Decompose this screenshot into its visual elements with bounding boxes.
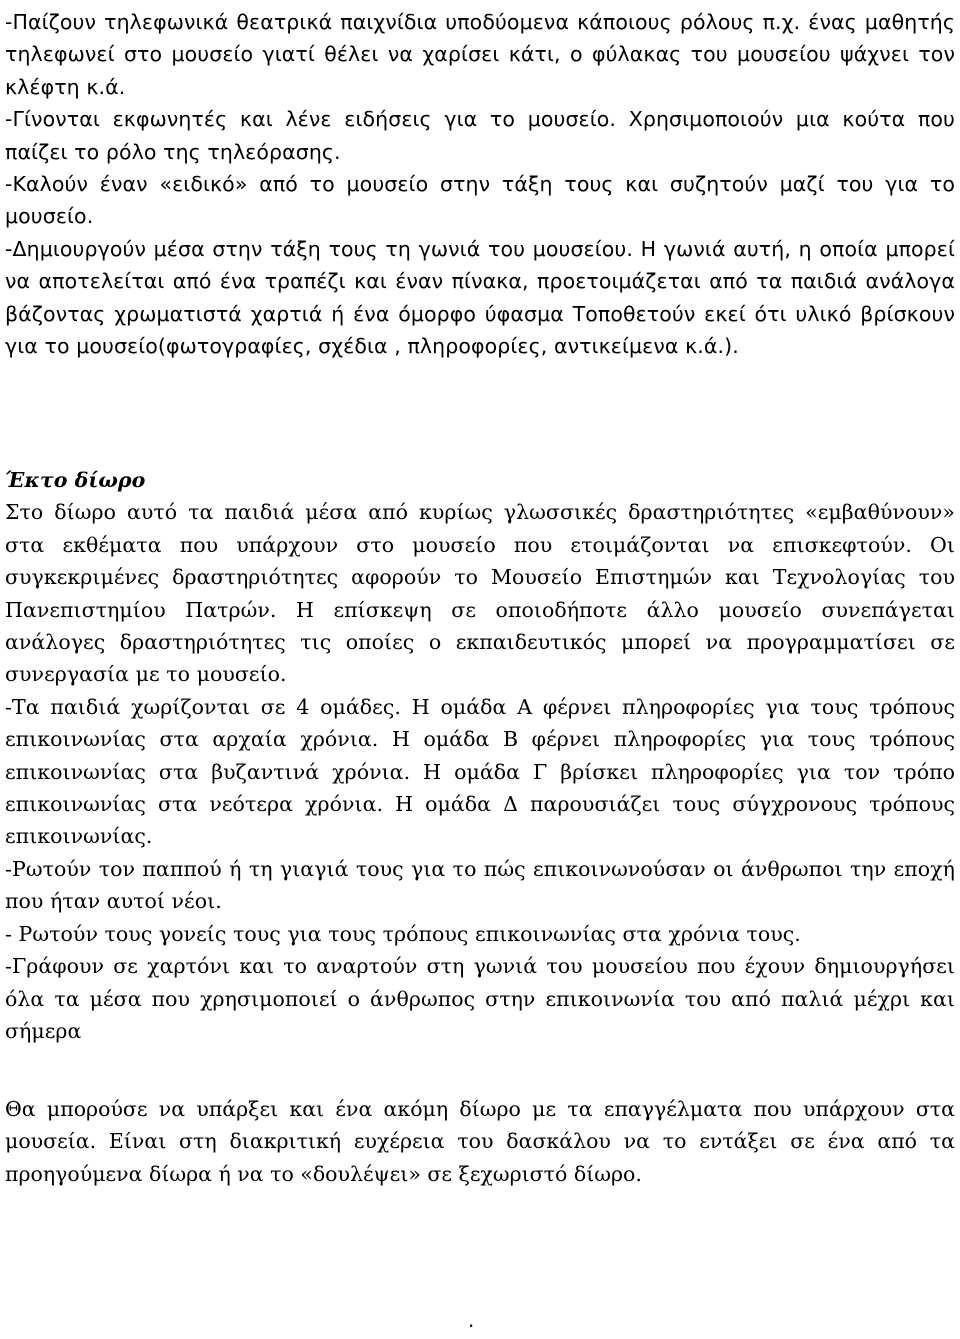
- closing-paragraph: Θα μπορούσε να υπάρξει και ένα ακόμη δίωρο με τα επαγγέλματα που υπάρχουν στα μουσεία. Είναι στη διακριτική ευχέρεια του δασκάλου να το εντάξει σε ένα από τα προηγούμενα δίωρα ή να το «δουλέψει» σε ξεχωριστό δίωρο.: [5, 1097, 955, 1186]
- section-item-parents: - Ρωτούν τους γονείς τους για τους τρόπους επικοινωνίας στα χρόνια τους.: [5, 921, 801, 946]
- section-item-groups: -Τα παιδιά χωρίζονται σε 4 ομάδες. Η ομάδα Α φέρνει πληροφορίες για τους τρόπους επικοινωνίας στα αρχαία χρόνια. Η ομάδα Β φέρνει πληροφορίες για τους τρόπους επικοινωνίας στα βυζαντινά χρόνια. Η ομάδα Γ βρίσκει πληροφορίες για τον τρόπο επικοινωνίας στα νεότερα χρόνια. Η ομάδα Δ παρουσιάζει τους σύγχρονους τρόπους επικοινωνίας.: [5, 694, 955, 849]
- closing-section: [5, 1093, 955, 1190]
- paragraph-news-anchors: -Γίνονται εκφωνητές και λένε ειδήσεις για το μουσείο. Χρησιμοποιούν μια κούτα που παίζει το ρόλο της τηλεόρασης.: [5, 107, 955, 164]
- section-item-grandparents: -Ρωτούν τον παππού ή τη γιαγιά τους για το πώς επικοινωνούσαν οι άνθρωποι την εποχή που ήταν αυτοί νέοι.: [5, 856, 955, 914]
- paragraph-phone-games: -Παίζουν τηλεφωνικά θεατρικά παιχνίδια υποδύομενα κάποιους ρόλους π.χ. ένας μαθητής τηλεφωνεί στο μουσείο γιατί θέλει να χαρίσει κάτι, ο φύλακας του μουσείου ψάχνει τον κλέφτη κ.ά.: [5, 10, 955, 99]
- sixth-session-section: [5, 464, 955, 1047]
- paragraph-invite-expert: -Καλούν έναν «ειδικό» από το μουσείο στην τάξη τους και συζητούν μαζί του για το μουσείο.: [5, 172, 955, 229]
- end-mark: .: [468, 1308, 475, 1332]
- activity-list-top: [5, 6, 955, 362]
- paragraph-museum-corner: -Δημιουργούν μέσα στην τάξη τους τη γωνιά του μουσείου. Η γωνιά αυτή, η οποία μπορεί να αποτελείται από ένα τραπέζι και έναν πίνακα, προετοιμάζεται από τα παιδιά ανάλογα βάζοντας χρωματιστά χαρτιά ή ένα όμορφο ύφασμα Τοποθετούν εκεί ότι υλικό βρίσκουν για το μουσείο(φωτογραφίες, σχέδια , πληροφορίες, αντικείμενα κ.ά.).: [5, 236, 955, 359]
- section-title: Έκτο δίωρο: [5, 468, 146, 492]
- section-intro: Στο δίωρο αυτό τα παιδιά μέσα από κυρίως γλωσσικές δραστηριότητες «εμβαθύνουν» στα εκθέματα που υπάρχουν στο μουσείο που ετοιμάζονται να επισκεφτούν. Οι συγκεκριμένες δραστηριότητες αφορούν το Μουσείο Επιστημών και Τεχνολογίας του Πανεπιστημίου Πατρών. Η επίσκεψη σε οποιοδήποτε άλλο μουσείο συνεπάγεται ανάλογες δραστηριότητες τις οποίες ο εκπαιδευτικός μπορεί να προγραμματίσει σε συνεργασία με το μουσείο.: [5, 500, 955, 687]
- section-item-poster: -Γράφουν σε χαρτόνι και το αναρτούν στη γωνιά του μουσείου που έχουν δημιουργήσει όλα τα μέσα που χρησιμοποιεί ο άνθρωπος στην επικοινωνία του από παλιά μέχρι και σήμερα: [5, 954, 955, 1043]
